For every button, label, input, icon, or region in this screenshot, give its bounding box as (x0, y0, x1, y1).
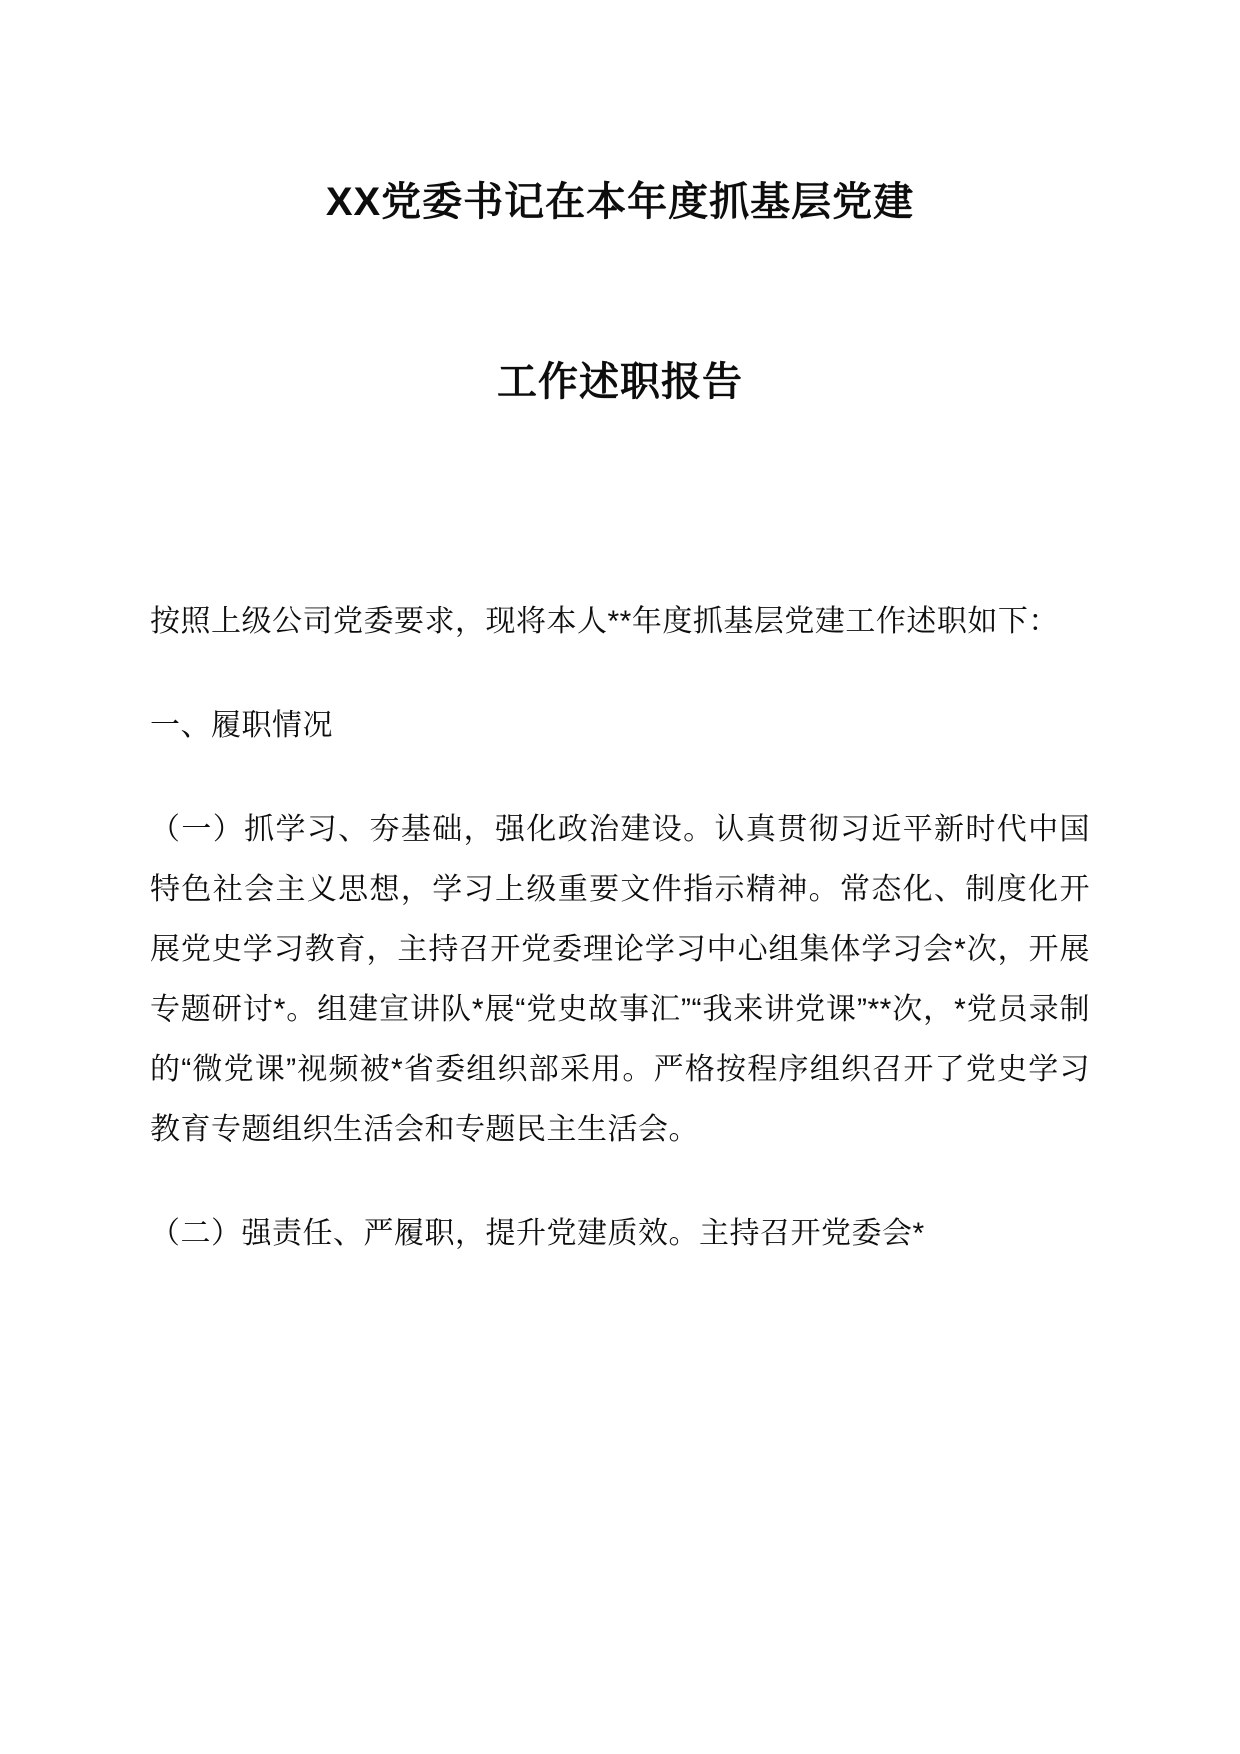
page-title-line-2: 工作述职报告 (497, 360, 743, 404)
page-title-line-1: XX党委书记在本年度抓基层党建 (325, 180, 915, 224)
document-body (150, 592, 1090, 1308)
section-heading-one: 一、履职情况 (150, 709, 333, 742)
subsection-two-paragraph: （二）强责任、严履职，提升党建质效。主持召开党委会* (150, 1217, 925, 1250)
intro-paragraph: 按照上级公司党委要求，现将本人**年度抓基层党建工作述职如下： (150, 605, 1059, 638)
subsection-one-paragraph: （一）抓学习、夯基础，强化政治建设。认真贯彻习近平新时代中国特色社会主义思想，学习上级重要文件指示精神。常态化、制度化开展党史学习教育，主持召开党委理论学习中心组集体学习会*次，开展专题研讨*。组建宣讲队*展“党史故事汇”“我来讲党课”**次，*党员录制的“微党课”视频被*省委组织部采用。严格按程序组织召开了党史学习教育专题组织生活会和专题民主生活会。 (150, 813, 1090, 1146)
